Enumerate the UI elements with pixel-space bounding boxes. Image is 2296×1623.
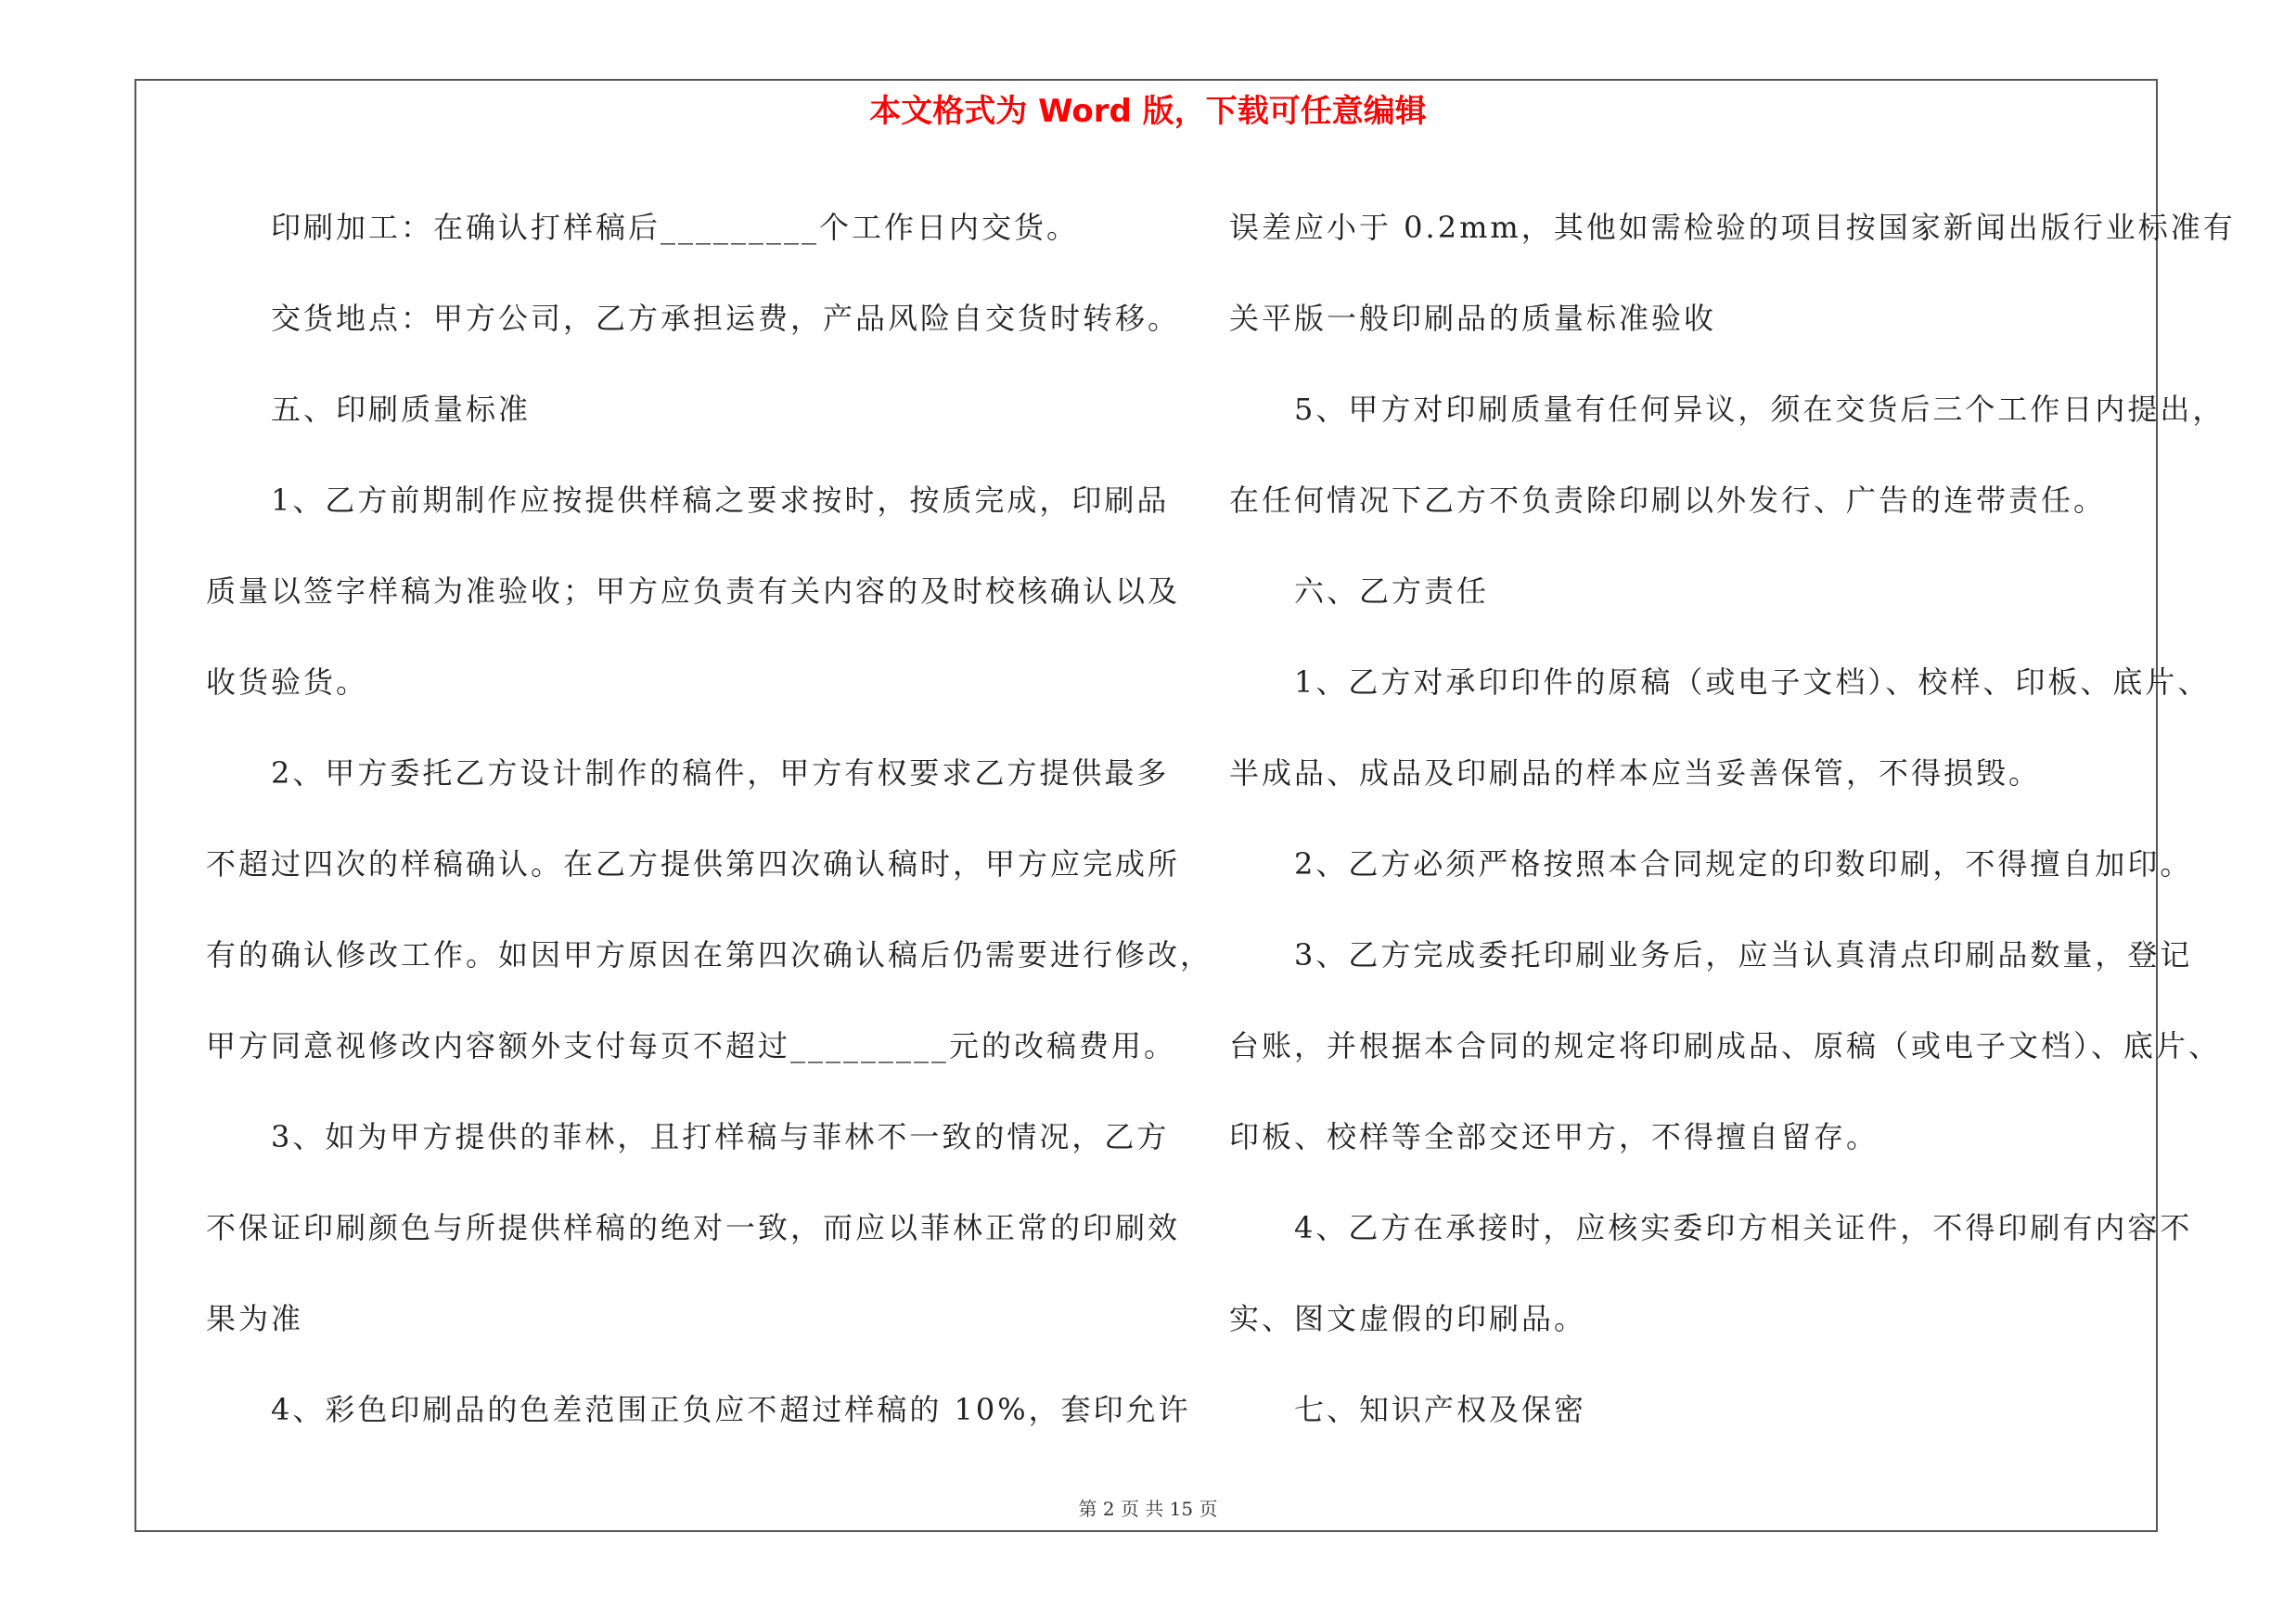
text-line: 台账，并根据本合同的规定将印刷成品、原稿（或电子文档）、底片、 — [1229, 1028, 2222, 1063]
text-line: 不保证印刷颜色与所提供样稿的绝对一致，而应以菲林正常的印刷效 — [206, 1210, 1181, 1245]
text-line: 5、甲方对印刷质量有任何异议，须在交货后三个工作日内提出， — [1229, 392, 2225, 427]
text-line: 2、乙方必须严格按照本合同规定的印数印刷，不得擅自加印。 — [1229, 846, 2193, 882]
text-line: 1、乙方前期制作应按提供样稿之要求按时，按质完成，印刷品 — [206, 483, 1170, 518]
text-line: 果为准 — [206, 1301, 304, 1336]
text-line: 4、乙方在承接时，应核实委印方相关证件，不得印刷有内容不 — [1229, 1210, 2193, 1245]
text-line: 有的确认修改工作。如因甲方原因在第四次确认稿后仍需要进行修改， — [206, 937, 1213, 973]
text-line: 实、图文虚假的印刷品。 — [1229, 1301, 1587, 1336]
text-line: 不超过四次的样稿确认。在乙方提供第四次确认稿时，甲方应完成所 — [206, 846, 1181, 882]
text-line: 质量以签字样稿为准验收；甲方应负责有关内容的及时校核确认以及 — [206, 573, 1181, 609]
text-line: 在任何情况下乙方不负责除印刷以外发行、广告的连带责任。 — [1229, 483, 2107, 518]
text-line: 印板、校样等全部交还甲方，不得擅自留存。 — [1229, 1119, 1879, 1154]
text-line: 半成品、成品及印刷品的样本应当妥善保管，不得损毁。 — [1229, 755, 2042, 791]
left-text-column — [206, 182, 1213, 1455]
section-heading: 七、知识产权及保密 — [1229, 1392, 1587, 1427]
format-banner: 本文格式为 Word 版，下载可任意编辑 — [869, 93, 1427, 130]
text-line: 误差应小于 0.2mm，其他如需检验的项目按国家新闻出版行业标准有 — [1229, 210, 2236, 245]
text-line: 4、彩色印刷品的色差范围正负应不超过样稿的 10%，套印允许 — [206, 1392, 1191, 1427]
text-line: 3、乙方完成委托印刷业务后，应当认真清点印刷品数量，登记 — [1229, 937, 2193, 973]
right-text-column — [1229, 182, 2236, 1455]
page-number-footer: 第 2 页 共 15 页 — [1078, 1498, 1218, 1520]
section-heading: 五、印刷质量标准 — [206, 392, 532, 427]
text-line: 收货验货。 — [206, 664, 369, 700]
text-line: 3、如为甲方提供的菲林，且打样稿与菲林不一致的情况，乙方 — [206, 1119, 1170, 1154]
text-line: 甲方同意视修改内容额外支付每页不超过_________元的改稿费用。 — [206, 1028, 1177, 1063]
text-line: 2、甲方委托乙方设计制作的稿件，甲方有权要求乙方提供最多 — [206, 755, 1170, 791]
text-line: 关平版一般印刷品的质量标准验收 — [1229, 301, 1717, 336]
section-heading: 六、乙方责任 — [1229, 573, 1490, 609]
text-line: 交货地点：甲方公司，乙方承担运费，产品风险自交货时转移。 — [206, 301, 1181, 336]
text-line: 1、乙方对承印印件的原稿（或电子文档）、校样、印板、底片、 — [1229, 664, 2211, 700]
text-line: 印刷加工：在确认打样稿后_________个工作日内交货。 — [206, 210, 1080, 245]
